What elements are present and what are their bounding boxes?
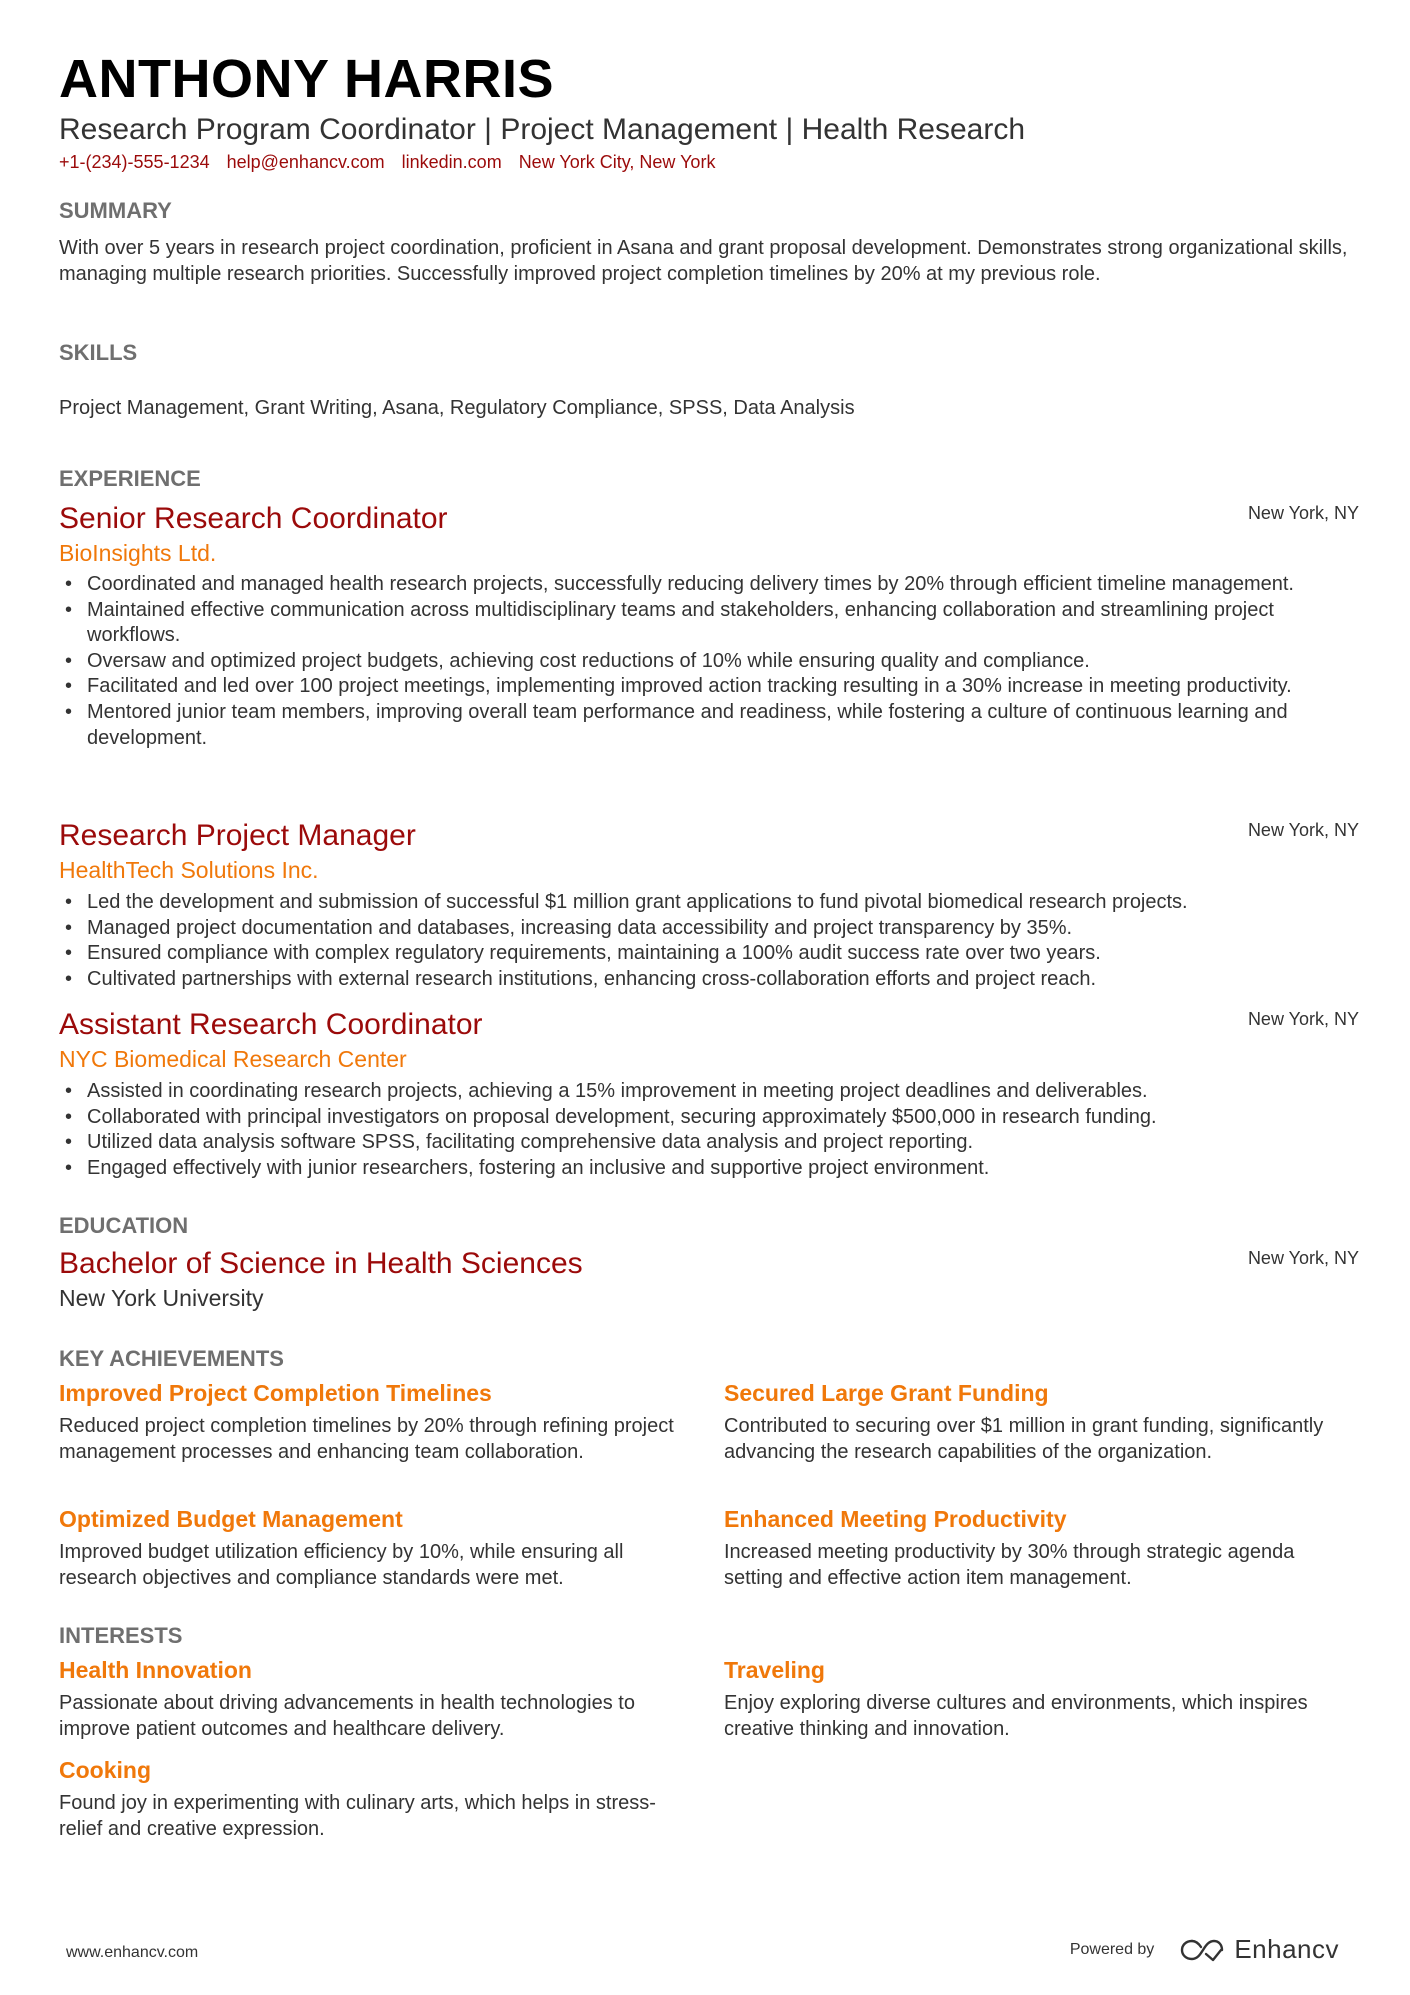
achievement-text: Increased meeting productivity by 30% through strategic agenda setting and effective action item management. bbox=[724, 1541, 1295, 1589]
footer-website[interactable]: www.enhancv.com bbox=[66, 1944, 199, 1961]
job-company: HealthTech Solutions Inc. bbox=[59, 857, 319, 883]
job-company: NYC Biomedical Research Center bbox=[59, 1046, 407, 1072]
education-location: New York, NY bbox=[1247, 1248, 1359, 1268]
education-heading: EDUCATION bbox=[59, 1213, 189, 1238]
job-title: Research Project Manager bbox=[59, 819, 416, 852]
skills-heading: SKILLS bbox=[59, 340, 138, 365]
candidate-name: ANTHONY HARRIS bbox=[59, 49, 555, 109]
job-bullet: • Collaborated with principal investigators on proposal development, securing approximately $500,000 in research funding. bbox=[59, 1105, 1359, 1131]
job-bullet: • Managed project documentation and databases, increasing data accessibility and project transparency by 35%. bbox=[59, 916, 1359, 942]
job-bullet: • Oversaw and optimized project budgets, achieving cost reductions of 10% while ensuring quality and compliance. bbox=[59, 649, 1359, 675]
job-title: Assistant Research Coordinator bbox=[59, 1008, 483, 1041]
enhancv-logo-text: Enhancv bbox=[1234, 1934, 1339, 1964]
job-bullet: • Cultivated partnerships with external research institutions, enhancing cross-collaboration efforts and project reach. bbox=[59, 967, 1359, 993]
achievements-heading: KEY ACHIEVEMENTS bbox=[59, 1346, 284, 1371]
interests-heading: INTERESTS bbox=[59, 1623, 183, 1648]
job-bullet: • Mentored junior team members, improving overall team performance and readiness, while fostering a culture of continuous learning and development. bbox=[59, 700, 1359, 751]
job-bullet: • Maintained effective communication across multidisciplinary teams and stakeholders, enhancing collaboration and streamlining project workflows. bbox=[59, 598, 1359, 649]
achievement-text: Contributed to securing over $1 million in grant funding, significantly advancing the research capabilities of the organization. bbox=[724, 1415, 1324, 1463]
job-location: New York, NY bbox=[1247, 1009, 1359, 1029]
achievement-text: Improved budget utilization efficiency by 10%, while ensuring all research objectives and compliance standards were met. bbox=[59, 1541, 624, 1589]
job-bullet: • Facilitated and led over 100 project meetings, implementing improved action tracking resulting in a 30% increase in meeting productivity. bbox=[59, 674, 1359, 700]
job-bullets bbox=[59, 572, 1359, 751]
interest-title: Traveling bbox=[724, 1657, 825, 1683]
job-location: New York, NY bbox=[1247, 820, 1359, 840]
contact-email[interactable]: help@enhancv.com bbox=[226, 152, 385, 172]
achievement-title: Enhanced Meeting Productivity bbox=[724, 1506, 1067, 1532]
job-company: BioInsights Ltd. bbox=[59, 540, 217, 566]
interest-text: Found joy in experimenting with culinary arts, which helps in stress-relief and creative expression. bbox=[59, 1792, 656, 1840]
job-bullet: • Led the development and submission of successful $1 million grant applications to fund pivotal biomedical research projects. bbox=[59, 890, 1359, 916]
job-bullet: • Assisted in coordinating research projects, achieving a 15% improvement in meeting project deadlines and deliverables. bbox=[59, 1079, 1359, 1105]
skills-text: Project Management, Grant Writing, Asana, Regulatory Compliance, SPSS, Data Analysis bbox=[59, 397, 855, 419]
job-location: New York, NY bbox=[1247, 503, 1359, 523]
job-bullet: • Ensured compliance with complex regulatory requirements, maintaining a 100% audit success rate over two years. bbox=[59, 941, 1359, 967]
job-title: Senior Research Coordinator bbox=[59, 502, 448, 535]
contact-location: New York City, New York bbox=[518, 152, 716, 172]
interest-title: Cooking bbox=[59, 1757, 151, 1783]
contact-line bbox=[59, 150, 732, 174]
job-bullet: • Engaged effectively with junior researchers, fostering an inclusive and supportive project environment. bbox=[59, 1156, 1359, 1182]
experience-heading: EXPERIENCE bbox=[59, 466, 201, 491]
achievement-title: Secured Large Grant Funding bbox=[724, 1380, 1049, 1406]
degree-title: Bachelor of Science in Health Sciences bbox=[59, 1247, 583, 1280]
job-bullet: • Coordinated and managed health research projects, successfully reducing delivery times by 20% through efficient timeline management. bbox=[59, 572, 1359, 598]
summary-heading: SUMMARY bbox=[59, 198, 172, 223]
contact-linkedin[interactable]: linkedin.com bbox=[401, 152, 502, 172]
job-bullets bbox=[59, 890, 1359, 992]
summary-text: With over 5 years in research project coordination, proficient in Asana and grant proposal development. Demonstrates strong organizational skills, managing multiple research priorities. Successfully improved project completion timelines by 20% at my previous role. bbox=[59, 237, 1348, 285]
footer-branding bbox=[1070, 1934, 1339, 1965]
interest-text: Enjoy exploring diverse cultures and environments, which inspires creative thinking and innovation. bbox=[724, 1692, 1308, 1740]
achievement-title: Improved Project Completion Timelines bbox=[59, 1380, 492, 1406]
school-name: New York University bbox=[59, 1285, 264, 1311]
candidate-headline: Research Program Coordinator | Project Management | Health Research bbox=[59, 113, 1026, 146]
contact-phone[interactable]: +1-(234)-555-1234 bbox=[59, 152, 210, 172]
enhancv-logo-icon bbox=[1180, 1937, 1224, 1963]
interest-text: Passionate about driving advancements in health technologies to improve patient outcomes and healthcare delivery. bbox=[59, 1692, 635, 1740]
job-bullet: • Utilized data analysis software SPSS, facilitating comprehensive data analysis and project reporting. bbox=[59, 1130, 1359, 1156]
interest-title: Health Innovation bbox=[59, 1657, 252, 1683]
achievement-title: Optimized Budget Management bbox=[59, 1506, 403, 1532]
job-bullets bbox=[59, 1079, 1359, 1181]
powered-by-label: Powered by bbox=[1069, 1940, 1155, 1958]
achievement-text: Reduced project completion timelines by 20% through refining project management processes and enhancing team collaboration. bbox=[59, 1415, 674, 1463]
